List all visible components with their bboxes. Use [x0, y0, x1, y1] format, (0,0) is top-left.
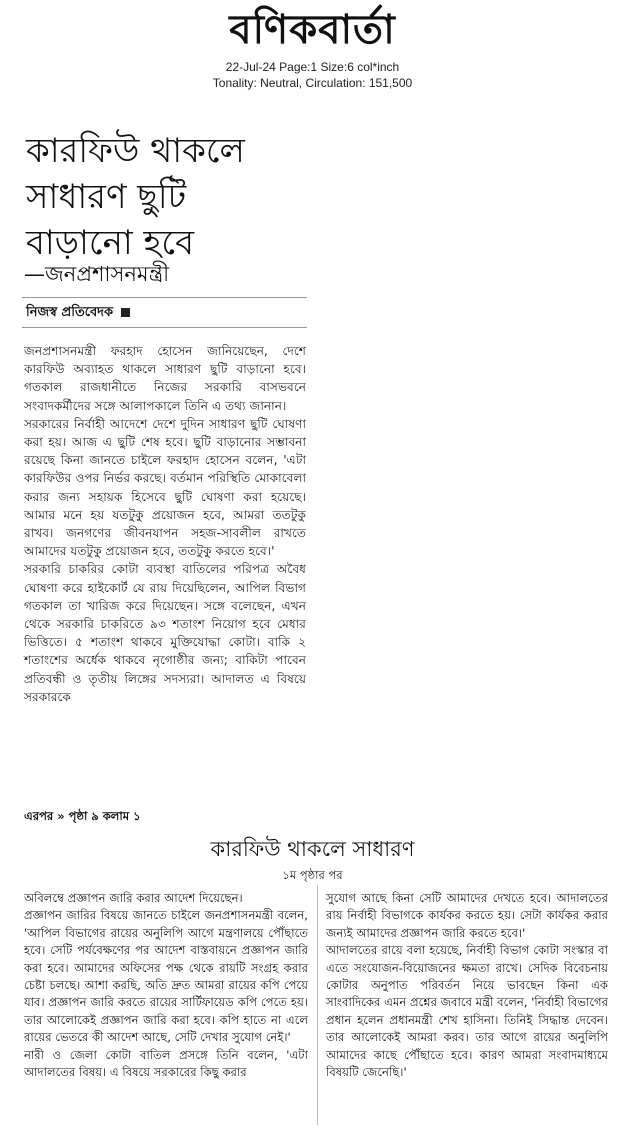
- paragraph: সরকারি চাকরির কোটা ব্যবস্থা বাতিলের পরিপত্র অবৈধ ঘোষণা করে হাইকোর্ট যে রায় দিয়েছিলেন, আপিল বিভাগ গতকাল তা খারিজ করে দিয়েছেন। সঙ্গে বলেছেন, এখন থেকে সরকারি চাকরিতে ৯৩ শতাংশ নিয়োগ হবে মেধার ভিত্তিতে। ৫ শতাংশ থাকবে মুক্তিযোদ্ধা কোটা। বাকি ২ শতাংশের অর্ধেক থাকবে নৃগোষ্ঠীর জন্য; বাকিটা পাবেন প্রতিবন্ধী ও তৃতীয় লিঙ্গের সদস্যরা। আদালত এ বিষয়ে সরকারকে: [24, 562, 306, 704]
- column-divider: [317, 885, 318, 1125]
- byline: —জনপ্রশাসনমন্ত্রী: [24, 262, 170, 286]
- clipping-meta-line1: 22-Jul-24 Page:1 Size:6 col*inch: [225, 60, 400, 74]
- square-bullet-icon: [121, 308, 130, 317]
- headline-line: কারফিউ থাকলে: [26, 131, 245, 171]
- article-body: [24, 342, 306, 706]
- paragraph: সুযোগ আছে কিনা সেটি আমাদের দেখতে হবে। আদালতের রায় নির্বাহী বিভাগকে কার্যকর করতে হয়। সেটা কার্যকর করার জন্যই আমাদের প্রজ্ঞাপন জারি করতে হবে।': [326, 891, 608, 940]
- headline-line: সাধারণ ছুটি: [26, 177, 187, 217]
- clipping-meta-line2: Tonality: Neutral, Circulation: 151,500: [212, 76, 413, 90]
- headline: [26, 128, 586, 266]
- paragraph: আদালতের রায়ে বলা হয়েছে, নির্বাহী বিভাগ কোটা সংস্কার বা এতে সংযোজন-বিয়োজনের ক্ষমতা রাখে। সেদিক বিবেচনায় কোটার অনুপাত পরিবর্তন নিয়ে ভাবছেন কিনা এক সাংবাদিকের এমন প্রশ্নের জবাবে মন্ত্রী বলেন, 'নির্বাহী বিভাগের প্রধান হলেন প্রধানমন্ত্রী শেখ হাসিনা। তিনিই সিদ্ধান্ত দেবেন। তার আলোকেই আমরা করব। তার আগে রায়ের অনুলিপি আমাদের কাছে পৌঁছাতে হবে। কারণ আমরা সংবাদমাধ্যমে বিষয়টি জেনেছি।': [326, 943, 608, 1080]
- newspaper-logo: বণিকবার্তা: [229, 7, 396, 53]
- continuation-column-left: [24, 890, 308, 1081]
- paragraph: অবিলম্বে প্রজ্ঞাপন জারি করার আদেশ দিয়েছেন।: [24, 891, 243, 905]
- paragraph: প্রজ্ঞাপন জারির বিষয়ে জানতে চাইলে জনপ্রশাসনমন্ত্রী বলেন, 'আপিল বিভাগের রায়ের অনুলিপি আগে মন্ত্রণালয়ে পৌঁছাতে হবে। সেটি পর্যবেক্ষণের পর আদেশ বাস্তবায়নে প্রজ্ঞাপন জারি করা হবে। আমাদের অফিসের পক্ষ থেকে রায়টি সংগ্রহ করার চেষ্টা চলছে। আশা করছি, অতি দ্রুত আমরা রায়ের কপি পেয়ে যাব। প্রজ্ঞাপন জারি করতে রায়ের সার্টিফায়েড কপি পেতে হয়। তার আলোকেই প্রজ্ঞাপন জারি করা হবে। কপি হাতে না এলে রায়ের ভেতরে কী আদেশ আছে, সেটি দেখার সুযোগ নেই।': [24, 908, 308, 1045]
- continuation-subtitle: ১ম পৃষ্ঠার পর: [282, 868, 343, 882]
- reporter-label: নিজস্ব প্রতিবেদক: [26, 305, 114, 320]
- paragraph: নারী ও জেলা কোটা বাতিল প্রসঙ্গে তিনি বলেন, 'এটা আদালতের বিষয়। এ বিষয়ে সরকারের কিছু করার: [24, 1047, 308, 1080]
- continuation-column-right: [326, 890, 608, 1081]
- masthead: [0, 4, 625, 56]
- reporter-credit: [26, 303, 130, 323]
- divider: [22, 297, 307, 298]
- headline-line: বাড়ানো হবে: [26, 223, 194, 263]
- continuation-title: কারফিউ থাকলে সাধারণ: [210, 837, 415, 861]
- paragraph: সরকারের নির্বাহী আদেশে দেশে দুদিন সাধারণ ছুটি ঘোষণা করা হয়। আজ এ ছুটি শেষ হবে। ছুটি বাড়ানোর সম্ভাবনা রয়েছে কিনা জানতে চাইলে ফরহাদ হোসেন বলেন, 'এটা কারফিউর ওপর নির্ভর করছে। বর্তমান পরিস্থিতি মোকাবেলা করার জন্য সহায়ক হিসেবে ছুটি ঘোষণা করা হয়েছে। আমার মনে হয় যতটুকু প্রয়োজন হবে, আমরা ততটুকু রাখব। জনগণের জীবনযাপন সহজ-সাবলীল রাখতে আমাদের যতটুকু প্রয়োজন হবে, ততটুকু করতে হবে।': [24, 416, 306, 559]
- continued-on-label: এরপর » পৃষ্ঠা ৯ কলাম ১: [24, 809, 141, 823]
- divider: [22, 327, 307, 328]
- paragraph: জনপ্রশাসনমন্ত্রী ফরহাদ হোসেন জানিয়েছেন, দেশে কারফিউ অব্যাহত থাকলে সাধারণ ছুটি বাড়ানো হবে। গতকাল রাজধানীতে নিজের সরকারি বাসভবনে সংবাদকর্মীদের সঙ্গে আলাপকালে তিনি এ তথ্য জানান।: [24, 344, 306, 413]
